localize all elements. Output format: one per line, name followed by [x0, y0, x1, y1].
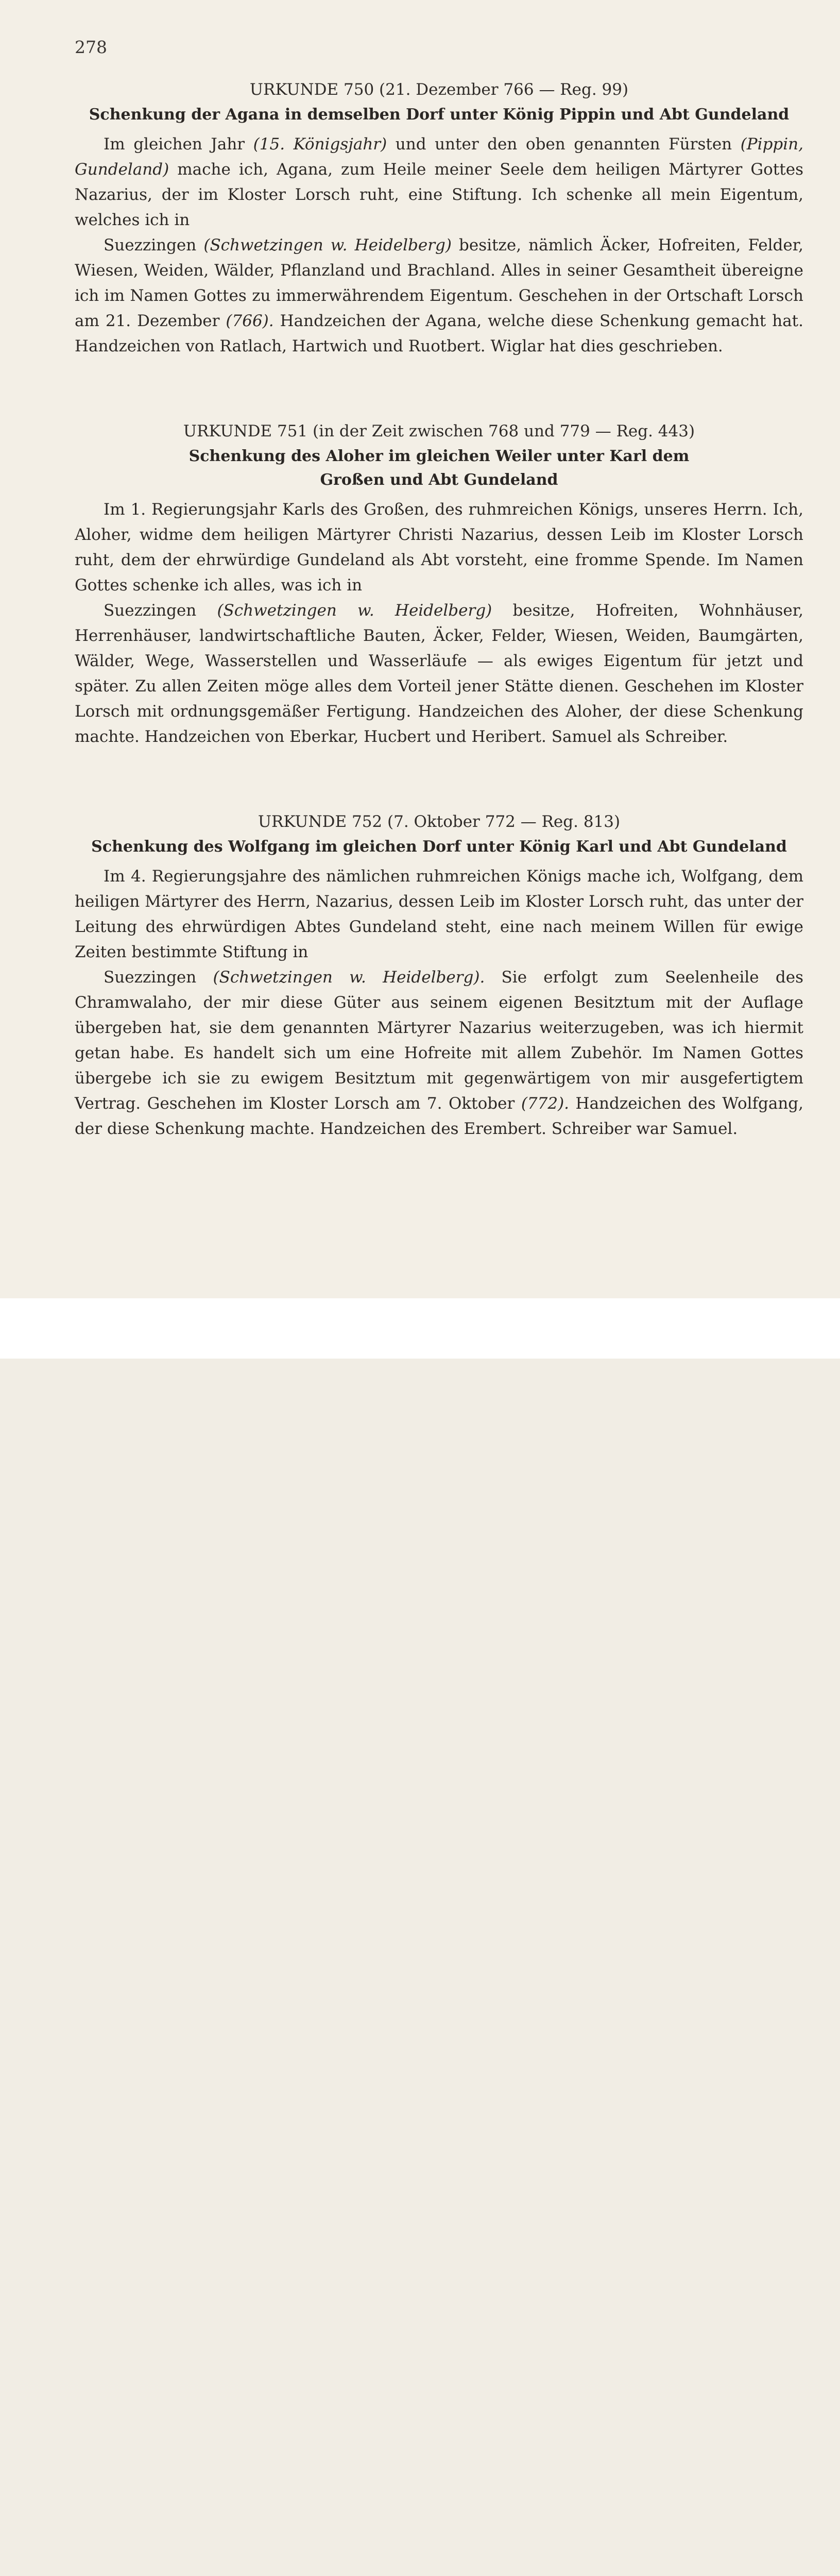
document-section-751: [75, 420, 803, 750]
viewer-footer: [0, 1298, 840, 1359]
italic-annotation: (Pippin, Gundeland): [75, 135, 803, 179]
document-subheading: Schenkung des Aloher im gleichen Weiler unter Karl dem Großen und Abt Gundeland: [188, 447, 690, 489]
italic-annotation: (Schwetzingen w. Heidelberg).: [213, 968, 485, 987]
document-heading: URKUNDE 752 (7. Oktober 772 — Reg. 813): [258, 812, 621, 831]
document-heading: URKUNDE 750 (21. Dezember 766 — Reg. 99): [249, 80, 629, 99]
text-run: Im 4. Regierungsjahre des nämlichen ruhmreichen Königs mache ich, Wolfgang, dem heiligen Märtyrer des Herrn, Nazarius, dessen Leib im Kloster Lorsch ruht, das unter der Leitung des ehrwürdigen Abtes Gundeland steht, eine nach meinem Willen für ewige Zeiten bestimmte Stiftung in: [75, 867, 803, 961]
text-run: Suezzingen: [104, 236, 204, 255]
document-heading: URKUNDE 751 (in der Zeit zwischen 768 und 779 — Reg. 443): [183, 422, 695, 440]
paragraph: [75, 233, 803, 359]
text-run: Handzeichen des Wolfgang, der diese Schenkung machte. Handzeichen des Erembert. Schreiber war Samuel.: [75, 1094, 803, 1138]
italic-annotation: (766).: [226, 312, 274, 330]
text-run: mache ich, Agana, zum Heile meiner Seele dem heiligen Märtyrer Gottes Nazarius, der im Kloster Lorsch ruht, eine Stiftung. Ich schenke all mein Eigentum, welches ich in: [75, 160, 803, 229]
paragraph: [75, 497, 803, 598]
italic-annotation: (772).: [521, 1094, 570, 1113]
text-run: Im 1. Regierungsjahr Karls des Großen, des ruhmreichen Königs, unseres Herrn. Ich, Aloher, widme dem heiligen Märtyrer Christi Nazarius, dessen Leib im Kloster Lorsch ruht, dem der ehrwürdige Gundeland als Abt vorsteht, eine fromme Spende. Im Namen Gottes schenke ich alles, was ich in: [75, 500, 803, 595]
text-run: Suezzingen: [104, 601, 217, 620]
text-run: Sie erfolgt zum Seelenheile des Chramwalaho, der mir diese Güter aus seinem eigenen Besitztum mit der Auflage übergeben hat, sie dem genannten Märtyrer Nazarius weiterzugeben, was ich hiermit getan habe. Es handelt sich um eine Hofreite mit allem Zubehör. Im Namen Gottes übergebe ich sie zu ewigem Besitztum mit gegenwärtigem von mir ausgefertigtem Vertrag. Geschehen im Kloster Lorsch am 7. Oktober: [75, 968, 804, 1113]
paragraph: [75, 965, 803, 1142]
text-run: Handzeichen der Agana, welche diese Schenkung gemacht hat. Handzeichen von Ratlach, Hartwich und Ruotbert. Wiglar hat dies geschrieben.: [75, 312, 803, 355]
paragraph: [75, 132, 803, 233]
paragraph: [75, 598, 803, 750]
document-section-750: [75, 78, 803, 359]
page-number: 278: [75, 37, 107, 57]
italic-annotation: (Schwetzingen w. Heidelberg): [203, 236, 452, 255]
document-subheading: Schenkung der Agana in demselben Dorf unter König Pippin und Abt Gundeland: [89, 106, 790, 124]
document-section-752: [75, 810, 803, 1142]
italic-annotation: (15. Königsjahr): [253, 135, 387, 154]
text-run: besitze, nämlich Äcker, Hofreiten, Felder, Wiesen, Weiden, Wälder, Pflanzland und Brachland. Alles in seiner Gesamtheit übereigne ich im Namen Gottes zu immerwährendem Eigentum. Geschehen in der Ortschaft Lorsch am 21. Dezember: [75, 236, 803, 330]
italic-annotation: (Schwetzingen w. Heidelberg): [217, 601, 492, 620]
document-subheading: Schenkung des Wolfgang im gleichen Dorf unter König Karl und Abt Gundeland: [91, 838, 787, 856]
page-content: [75, 78, 803, 1142]
text-run: besitze, Hofreiten, Wohnhäuser, Herrenhäuser, landwirtschaftliche Bauten, Äcker, Felder, Wiesen, Weiden, Baumgärten, Wälder, Wege, Wasserstellen und Wasserläufe — als ewiges Eigentum für jetzt und später. Zu allen Zeiten möge alles dem Vorteil jener Stätte dienen. Geschehen im Kloster Lorsch mit ordnungsgemäßer Fertigung. Handzeichen des Aloher, der diese Schenkung machte. Handzeichen von Eberkar, Hucbert und Heribert. Samuel als Schreiber.: [75, 601, 803, 746]
text-run: und unter den oben genannten Fürsten: [387, 135, 741, 154]
text-run: Im gleichen Jahr: [104, 135, 253, 154]
text-run: Suezzingen: [104, 968, 213, 987]
paragraph: [75, 864, 803, 965]
